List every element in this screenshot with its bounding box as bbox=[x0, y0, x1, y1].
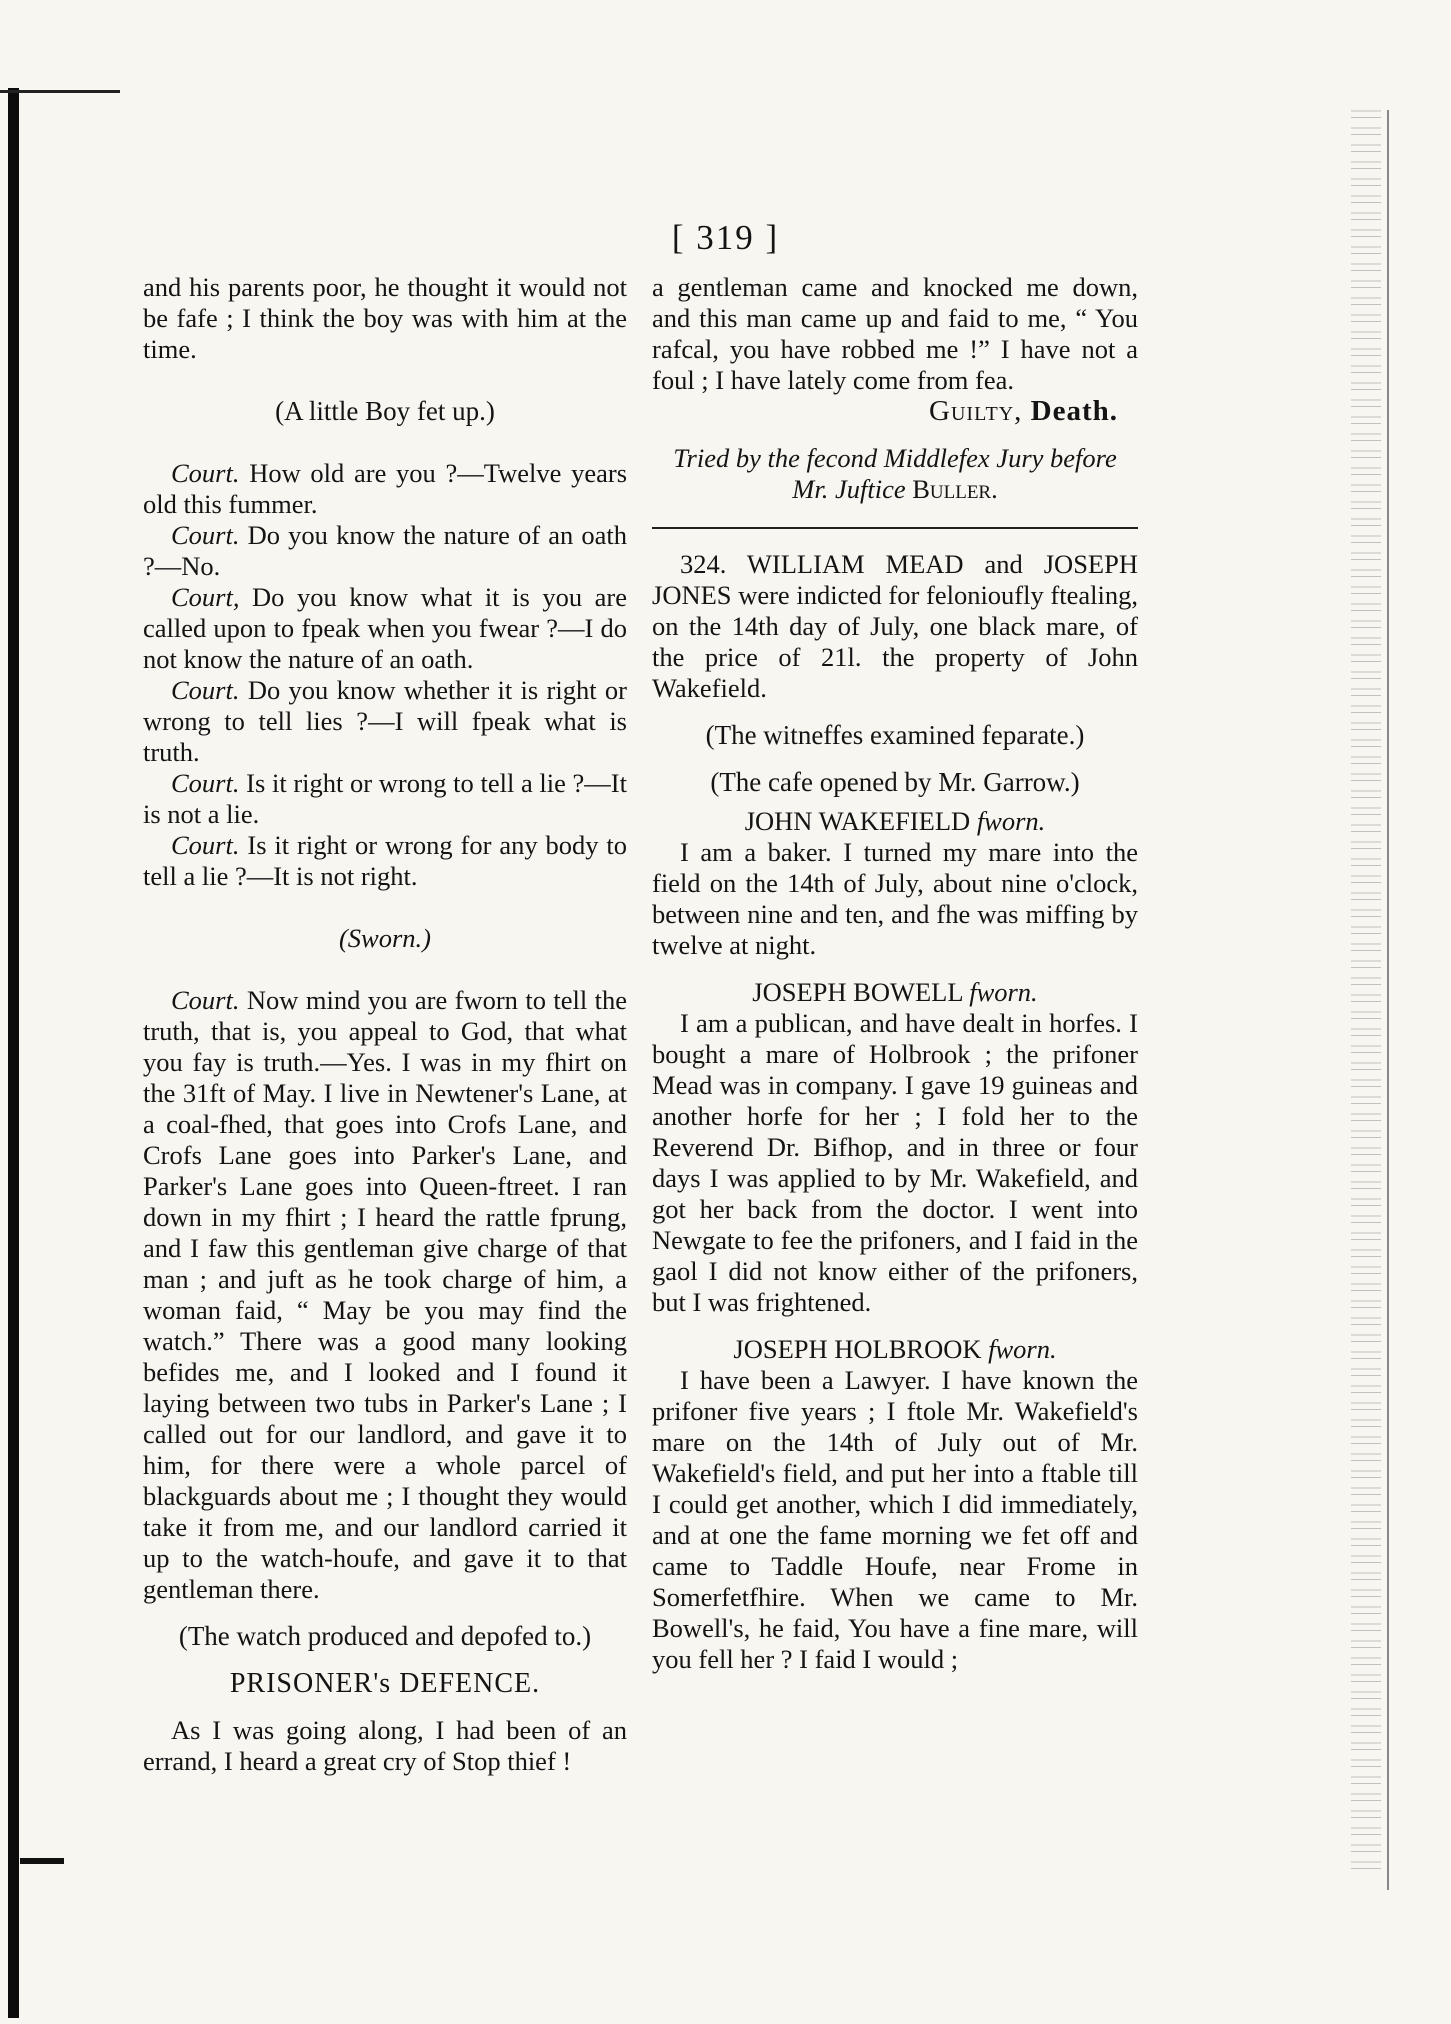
judge-title: Mr. Juftice bbox=[792, 474, 906, 504]
witness-testimony: I have been a Lawyer. I have known the prifoner five years ; I ftole Mr. Wakefield's mare on the 14th of July out of Mr. Wakefield's field, and put her into a ftable till I could get another, which I did immediately, and at one the fame morning we fet off and came to Taddle Houfe, near Frome in Somerfetfhire. When we came to Mr. Bowell's, he faid, You have a fine mare, will you fell her ? I faid I would ; bbox=[652, 1365, 1138, 1674]
witness-testimony: I am a baker. I turned my mare into the field on the 14th of July, about nine o'clock, between nine and ten, and fhe was miffing by twelve at night. bbox=[652, 837, 1138, 960]
page-edge-shadow bbox=[1351, 110, 1381, 1870]
speaker-label: Court. bbox=[171, 458, 240, 488]
speaker-label: Court, bbox=[171, 582, 240, 612]
court-question bbox=[143, 520, 627, 582]
sworn-label: fworn. bbox=[969, 977, 1038, 1007]
speaker-label: Court. bbox=[171, 675, 240, 705]
page-edge-line bbox=[1387, 110, 1389, 1890]
stage-note: (The watch produced and depofed to.) bbox=[178, 1621, 592, 1651]
court-question bbox=[143, 768, 627, 830]
right-column bbox=[652, 272, 1138, 1675]
verdict-label: Guilty, bbox=[929, 395, 1023, 427]
paragraph: and his parents poor, he thought it would not be fafe ; I think the boy was with him at the time. bbox=[143, 272, 627, 364]
witness-name: JOSEPH BOWELL bbox=[752, 977, 963, 1007]
question-text: Do you know what it is you are called upon to fpeak when you fwear ?—I do not know the nature of an oath. bbox=[143, 582, 627, 674]
paragraph: a gentleman came and knocked me down, and this man came up and faid to me, “ You rafcal, you have robbed me !” I have not a foul ; I have lately come from fea. bbox=[652, 272, 1138, 395]
court-question bbox=[143, 582, 627, 675]
sworn-label: fworn. bbox=[988, 1334, 1057, 1364]
witness-name: JOSEPH HOLBROOK bbox=[733, 1334, 982, 1364]
sworn-note: (Sworn.) bbox=[338, 923, 431, 953]
indictment bbox=[652, 549, 1138, 704]
verdict-sentence: Death. bbox=[1030, 395, 1118, 427]
speaker-label: Court. bbox=[171, 768, 240, 798]
witness-name: JOHN WAKEFIELD bbox=[744, 806, 971, 836]
witness-heading bbox=[652, 977, 1138, 1008]
witness-heading bbox=[652, 806, 1138, 837]
court-question bbox=[143, 458, 627, 520]
question-text: Do you know whether it is right or wrong to tell lies ?—I will fpeak what is truth. bbox=[143, 675, 627, 767]
judge-name: Buller. bbox=[912, 474, 998, 504]
speaker-label: Court. bbox=[171, 520, 240, 550]
binding-shadow bbox=[8, 88, 19, 2018]
question-text: How old are you ?—Twelve years old this fummer. bbox=[143, 458, 628, 519]
witness-heading bbox=[652, 1334, 1138, 1365]
question-text: Do you know the nature of an oath ?—No. bbox=[143, 520, 628, 581]
section-divider bbox=[652, 527, 1138, 529]
stage-note: (The cafe opened by Mr. Garrow.) bbox=[710, 767, 1080, 797]
indictment-text: WILLIAM MEAD and JOSEPH JONES were indicted for felonioufly ftealing, on the 14th day of July, one black mare, of the price of 21l. the property of John Wakefield. bbox=[652, 549, 1138, 703]
speaker-label: Court. bbox=[171, 985, 240, 1015]
stage-note: (The witneffes examined feparate.) bbox=[705, 720, 1085, 750]
page-number: [ 319 ] bbox=[671, 218, 780, 257]
testimony-text: Now mind you are fworn to tell the truth, that is, you appeal to God, that what you fay is truth.—Yes. I was in my fhirt on the 31ft of May. I live in Newtener's Lane, at a coal-fhed, that goes into Crofs Lane, and Crofs Lane goes into Parker's Lane, and Parker's Lane goes into Queen-ftreet. I ran down in my fhirt ; I heard the rattle fprung, and I faw this gentleman give charge of that man ; and juft as he took charge of him, a woman faid, “ May be you may find the watch.” There was a good many looking befides me, and I looked and I found it laying between two tubs in Parker's Lane ; I called out for our landlord, and gave it to him, for there were a whole parcel of blackguards about me ; I thought they would take it from me, and our landlord carried it up to the watch-houfe, and gave it to that gentleman there. bbox=[143, 985, 627, 1604]
court-question bbox=[143, 830, 627, 892]
section-heading: PRISONER's DEFENCE. bbox=[229, 1668, 541, 1699]
court-question bbox=[143, 675, 627, 768]
witness-testimony: I am a publican, and have dealt in horfes. I bought a mare of Holbrook ; the prifoner Mead was in company. I gave 19 guineas and another horfe for her ; I fold her to the Reverend Dr. Bifhop, and in three or four days I was applied to by Mr. Wakefield, and got her back from the doctor. I went into Newgate to fee the prifoners, and I faid in the gaol I did not know either of the prifoners, but I was frightened. bbox=[652, 1008, 1138, 1317]
sworn-label: fworn. bbox=[976, 806, 1046, 836]
case-number: 324. bbox=[680, 549, 727, 579]
trial-note: Tried by the fecond Middlefex Jury before bbox=[673, 443, 1117, 473]
question-text: Is it right or wrong to tell a lie ?—It is not a lie. bbox=[143, 768, 627, 829]
trial-note-judge bbox=[652, 474, 1138, 505]
binding-mark bbox=[0, 90, 120, 93]
verdict bbox=[652, 396, 1118, 427]
question-text: Is it right or wrong for any body to tell a lie ?—It is not right. bbox=[143, 830, 628, 891]
binding-mark-bottom bbox=[20, 1858, 64, 1864]
defence-text: As I was going along, I had been of an errand, I heard a great cry of Stop thief ! bbox=[143, 1715, 627, 1776]
court-question bbox=[143, 985, 627, 1605]
stage-note: (A little Boy fet up.) bbox=[275, 396, 495, 426]
speaker-label: Court. bbox=[171, 830, 240, 860]
left-column bbox=[143, 272, 627, 1777]
